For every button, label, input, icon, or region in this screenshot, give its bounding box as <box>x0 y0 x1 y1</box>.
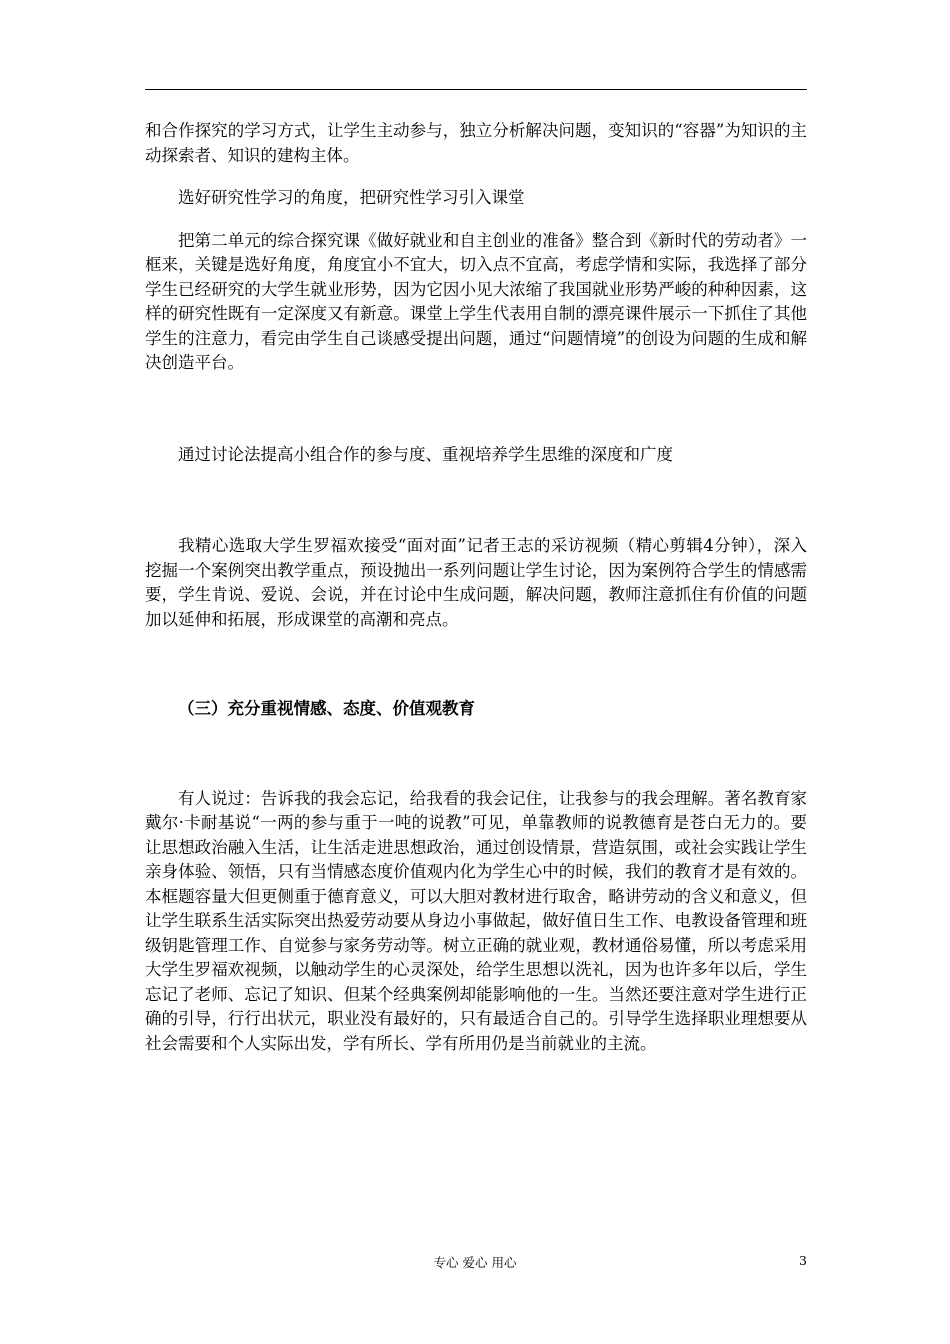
paragraph-intro: 和合作探究的学习方式，让学生主动参与，独立分析解决问题，变知识的“容器”为知识的主动探索者、知识的建构主体。 <box>145 121 807 165</box>
paragraph-discussion: 我精心选取大学生罗福欢接受“面对面”记者王志的采访视频（精心剪辑4分钟），深入挖掘一个案例突出教学重点，预设抛出一系列问题让学生讨论，因为案例符合学生的情感需要，学生肯说、爱说、会说，并在讨论中生成问题，解决问题，教师注意抓住有价值的问题加以延伸和拓展，形成课堂的高潮和亮点。 <box>145 536 807 629</box>
footer-motto: 专心 爱心 用心 <box>433 1255 517 1270</box>
section-heading-values: （三）充分重视情感、态度、价值观教育 <box>178 699 475 718</box>
paragraph-values: 有人说过：告诉我的我会忘记，给我看的我会记住，让我参与的我会理解。著名教育家戴尔·卡耐基说“一两的参与重于一吨的说教”可见，单靠教师的说教德育是苍白无力的。要让思想政治融入生活，让生活走进思想政治，通过创设情景，营造氛围，或社会实践让学生亲身体验、领悟，只有当情感态度价值观内化为学生心中的时候，我们的教育才是有效的。本框题容量大但更侧重于德育意义，可以大胆对教材进行取舍，略讲劳动的含义和意义，但让学生联系生活实际突出热爱劳动要从身边小事做起，做好值日生工作、电教设备管理和班级钥匙管理工作、自觉参与家务劳动等。树立正确的就业观，教材通俗易懂，所以考虑采用大学生罗福欢视频，以触动学生的心灵深处，给学生思想以洗礼，因为也许多年以后，学生忘记了老师、忘记了知识、但某个经典案例却能影响他的一生。当然还要注意对学生进行正确的引导，行行出状元，职业没有最好的，只有最适合自己的。引导学生选择职业理想要从社会需要和个人实际出发，学有所长、学有所用仍是当前就业的主流。 <box>145 788 807 1053</box>
document-body <box>145 119 807 1056</box>
section-heading-discussion: 通过讨论法提高小组合作的参与度、重视培养学生思维的深度和广度 <box>178 444 673 464</box>
page-number: 3 <box>799 1253 807 1268</box>
paragraph-research: 把第二单元的综合探究课《做好就业和自主创业的准备》整合到《新时代的劳动者》一框来，关键是选好角度，角度宜小不宜大，切入点不宜高，考虑学情和实际，我选择了部分学生已经研究的大学生就业形势，因为它因小见大浓缩了我国就业形势严峻的种种因素，这样的研究性既有一定深度又有新意。课堂上学生代表用自制的漂亮课件展示一下抓住了其他学生的注意力，看完由学生自己谈感受提出问题，通过“问题情境”的创设为问题的生成和解决创造平台。 <box>145 230 807 372</box>
header-rule <box>145 89 807 90</box>
section-heading-research: 选好研究性学习的角度，把研究性学习引入课堂 <box>178 188 525 207</box>
